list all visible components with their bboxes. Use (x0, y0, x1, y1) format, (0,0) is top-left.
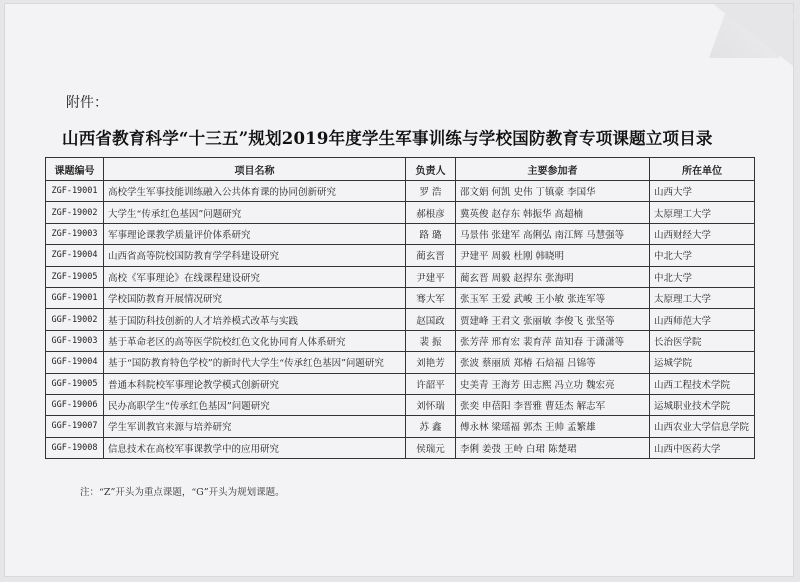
institution-cell: 运城职业技术学院 (650, 394, 755, 415)
participants-cell: 张波 蔡丽质 郑椿 石焙福 吕锦等 (456, 352, 650, 373)
project-code-cell: GGF-19007 (46, 416, 104, 437)
leader-cell: 侯瑞元 (406, 437, 456, 458)
project-name-cell: 学生军训教官来源与培养研究 (104, 416, 406, 437)
page-corner-fold (713, 4, 793, 66)
leader-cell: 刘艳芳 (406, 352, 456, 373)
leader-cell: 赵国政 (406, 309, 456, 330)
project-name-cell: 民办高职学生“传承红色基因”问题研究 (104, 394, 406, 415)
institution-cell: 运城学院 (650, 352, 755, 373)
table-row (46, 437, 755, 458)
table-row (46, 181, 755, 202)
institution-cell: 中北大学 (650, 245, 755, 266)
project-name-cell: 军事理论课教学质量评价体系研究 (104, 223, 406, 244)
table-row (46, 352, 755, 373)
table-row (46, 202, 755, 223)
leader-cell: 路 璐 (406, 223, 456, 244)
project-code-cell: ZGF-19001 (46, 181, 104, 202)
institution-cell: 中北大学 (650, 266, 755, 287)
table-row (46, 416, 755, 437)
leader-cell: 裴 振 (406, 330, 456, 351)
project-name-cell: 高校学生军事技能训练融入公共体育课的协同创新研究 (104, 181, 406, 202)
participants-cell: 张奕 申蓓阳 李晋雅 曹廷杰 解志军 (456, 394, 650, 415)
table-row (46, 394, 755, 415)
project-name-cell: 基于革命老区的高等医学院校红色文化协同育人体系研究 (104, 330, 406, 351)
project-code-cell: GGF-19004 (46, 352, 104, 373)
header-leader: 负责人 (406, 158, 456, 181)
institution-cell: 山西财经大学 (650, 223, 755, 244)
project-code-cell: ZGF-19003 (46, 223, 104, 244)
project-code-cell: GGF-19006 (46, 394, 104, 415)
table-body (46, 181, 755, 459)
project-code-cell: GGF-19003 (46, 330, 104, 351)
participants-cell: 尹建平 周毅 杜刚 韩晓明 (456, 245, 650, 266)
project-code-cell: ZGF-19004 (46, 245, 104, 266)
project-name-cell: 大学生“传承红色基因”问题研究 (104, 202, 406, 223)
project-code-cell: ZGF-19005 (46, 266, 104, 287)
institution-cell: 山西工程技术学院 (650, 373, 755, 394)
project-name-cell: 基于“国防教育特色学校”的新时代大学生“传承红色基因”问题研究 (104, 352, 406, 373)
table-header-row (46, 158, 755, 181)
institution-cell: 山西师范大学 (650, 309, 755, 330)
project-name-cell: 山西省高等院校国防教育学学科建设研究 (104, 245, 406, 266)
leader-cell: 骞大军 (406, 287, 456, 308)
institution-cell: 太原理工大学 (650, 287, 755, 308)
leader-cell: 郝根彦 (406, 202, 456, 223)
leader-cell: 尹建平 (406, 266, 456, 287)
footnote: 注：“Z”开头为重点课题，“G”开头为规划课题。 (80, 487, 285, 498)
leader-cell: 刘怀瑞 (406, 394, 456, 415)
header-project-name: 项目名称 (104, 158, 406, 181)
table-row (46, 245, 755, 266)
table-row (46, 223, 755, 244)
participants-cell: 贾建峰 王君文 张丽敏 李俊飞 张坚等 (456, 309, 650, 330)
project-code-cell: GGF-19001 (46, 287, 104, 308)
project-table (45, 157, 755, 459)
leader-cell: 蔺玄晋 (406, 245, 456, 266)
institution-cell: 山西大学 (650, 181, 755, 202)
participants-cell: 史美青 王海芳 田志熙 冯立功 魏宏亮 (456, 373, 650, 394)
project-name-cell: 高校《军事理论》在线课程建设研究 (104, 266, 406, 287)
table-row (46, 373, 755, 394)
participants-cell: 邵文娟 何凯 史伟 丁镇豪 李国华 (456, 181, 650, 202)
participants-cell: 蔺玄晋 周毅 赵捍东 张海明 (456, 266, 650, 287)
leader-cell: 许韶平 (406, 373, 456, 394)
leader-cell: 罗 浩 (406, 181, 456, 202)
table-row (46, 287, 755, 308)
header-code: 课题编号 (46, 158, 104, 181)
project-name-cell: 基于国防科技创新的人才培养模式改革与实践 (104, 309, 406, 330)
participants-cell: 马景伟 张建军 高俐弘 南江辉 马慧强等 (456, 223, 650, 244)
table-row (46, 330, 755, 351)
participants-cell: 李俐 姜弢 王岭 白珺 陈楚珺 (456, 437, 650, 458)
header-institution: 所在单位 (650, 158, 755, 181)
participants-cell: 张芳萍 邢育宏 裴育萍 苗知春 于潇潇等 (456, 330, 650, 351)
table-row (46, 266, 755, 287)
project-code-cell: GGF-19002 (46, 309, 104, 330)
project-code-cell: ZGF-19002 (46, 202, 104, 223)
institution-cell: 长治医学院 (650, 330, 755, 351)
project-code-cell: GGF-19005 (46, 373, 104, 394)
project-name-cell: 普通本科院校军事理论教学模式创新研究 (104, 373, 406, 394)
project-name-cell: 学校国防教育开展情况研究 (104, 287, 406, 308)
institution-cell: 山西农业大学信息学院 (650, 416, 755, 437)
participants-cell: 冀英俊 赵存东 韩振华 高超楠 (456, 202, 650, 223)
participants-cell: 傅永林 梁瑶福 郭杰 王帅 孟繁雄 (456, 416, 650, 437)
project-code-cell: GGF-19008 (46, 437, 104, 458)
attachment-label: 附件： (66, 95, 108, 111)
participants-cell: 张玉军 王爱 武峻 王小敏 张连军等 (456, 287, 650, 308)
project-name-cell: 信息技术在高校军事课教学中的应用研究 (104, 437, 406, 458)
table-row (46, 309, 755, 330)
document-title: 山西省教育科学“十三五”规划2019年度学生军事训练与学校国防教育专项课题立项目录 (62, 129, 713, 148)
institution-cell: 山西中医药大学 (650, 437, 755, 458)
header-participants: 主要参加者 (456, 158, 650, 181)
leader-cell: 苏 鑫 (406, 416, 456, 437)
institution-cell: 太原理工大学 (650, 202, 755, 223)
